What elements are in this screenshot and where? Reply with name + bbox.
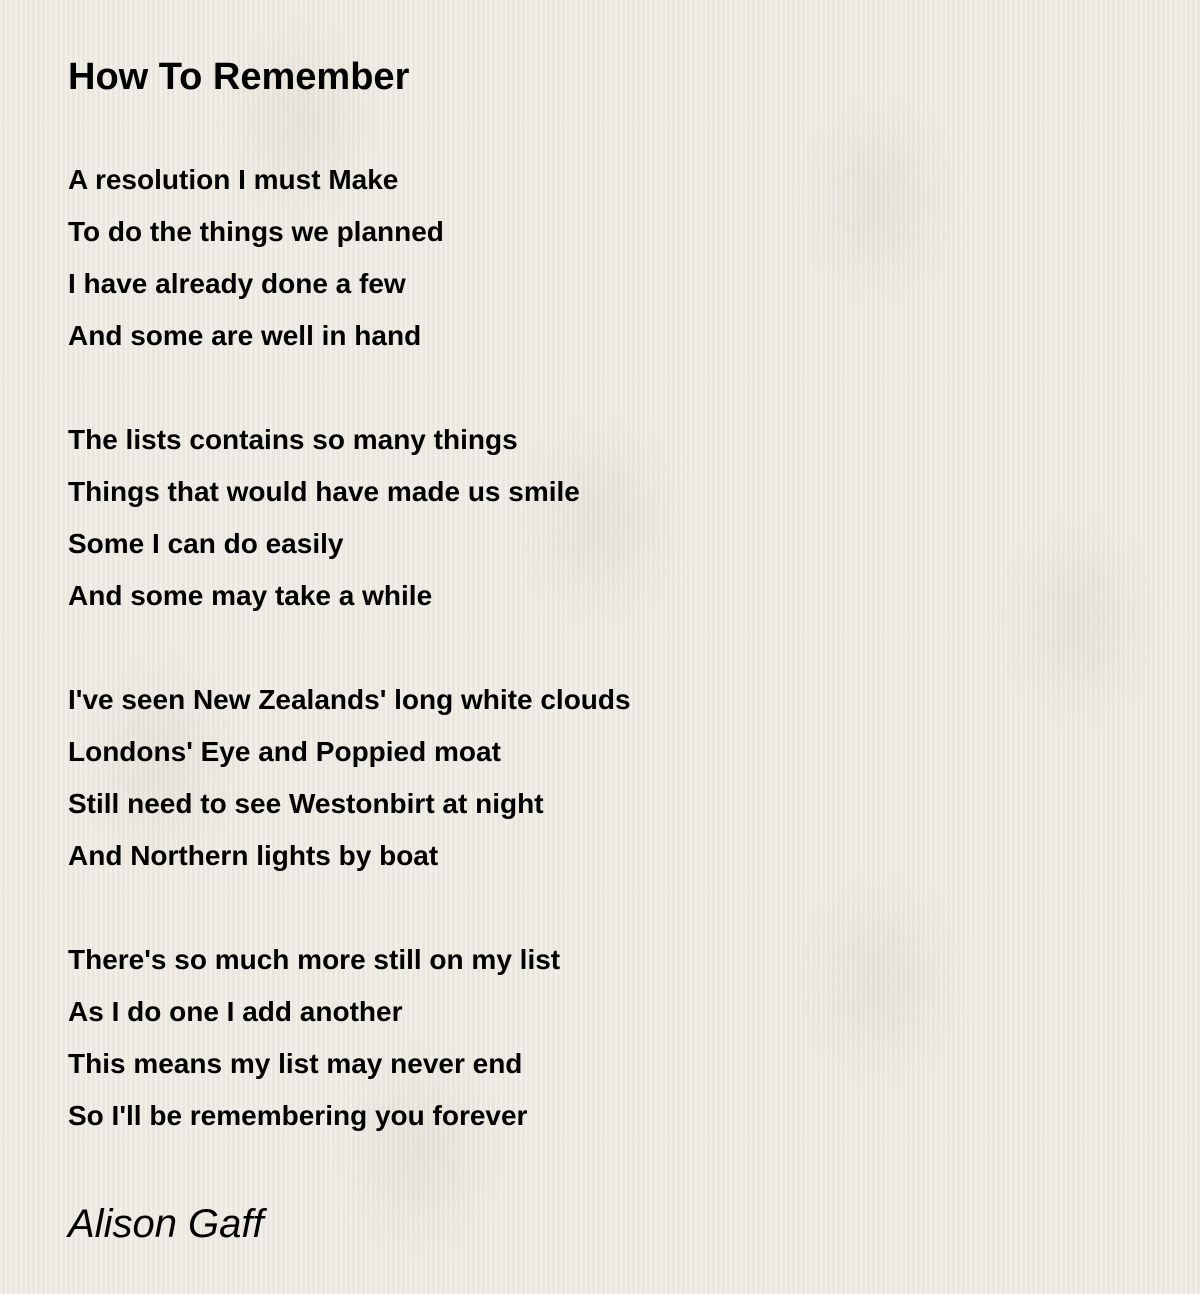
- poem-line: A resolution I must Make: [68, 164, 399, 195]
- poem-line: And some are well in hand: [68, 320, 422, 351]
- poem-line: Still need to see Westonbirt at night: [68, 788, 544, 819]
- poem-line: And some may take a while: [68, 580, 433, 611]
- poem-line: Londons' Eye and Poppied moat: [68, 736, 501, 767]
- poem-line: Some I can do easily: [68, 528, 344, 559]
- stanza-4: [68, 934, 1148, 1142]
- poem-card: [68, 54, 1148, 1250]
- stanza-2: [68, 414, 1148, 622]
- poem-line: To do the things we planned: [68, 216, 444, 247]
- poem-body: [68, 154, 1148, 1142]
- poem-line: So I'll be remembering you forever: [68, 1100, 528, 1131]
- poem-line: This means my list may never end: [68, 1048, 523, 1079]
- poem-line: I've seen New Zealands' long white clouds: [68, 684, 631, 715]
- poem-author: Alison Gaff: [68, 1202, 264, 1246]
- poem-line: Things that would have made us smile: [68, 476, 580, 507]
- poem-title: How To Remember: [68, 56, 410, 98]
- stanza-1: [68, 154, 1148, 362]
- poem-line: I have already done a few: [68, 268, 406, 299]
- poem-line: As I do one I add another: [68, 996, 403, 1027]
- stanza-3: [68, 674, 1148, 882]
- poem-line: And Northern lights by boat: [68, 840, 439, 871]
- poem-line: The lists contains so many things: [68, 424, 518, 455]
- poem-line: There's so much more still on my list: [68, 944, 561, 975]
